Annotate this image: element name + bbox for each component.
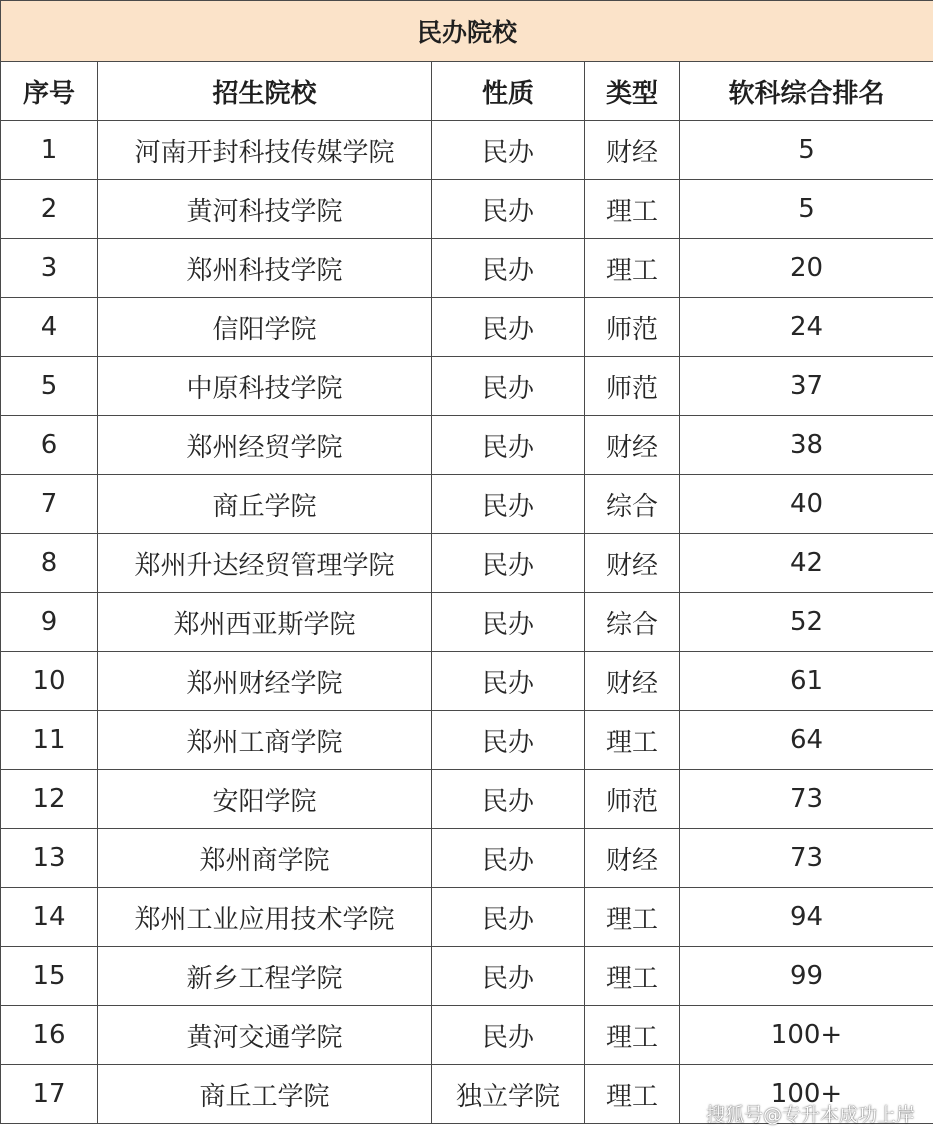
header-type: 类型 <box>585 62 680 121</box>
table-row <box>1 121 933 180</box>
cell-school: 郑州工业应用技术学院 <box>98 888 432 947</box>
cell-school: 郑州财经学院 <box>98 652 432 711</box>
table-row <box>1 180 933 239</box>
cell-rank: 24 <box>680 298 933 357</box>
table-row <box>1 593 933 652</box>
table-row <box>1 475 933 534</box>
table-row <box>1 239 933 298</box>
cell-type: 综合 <box>585 593 680 652</box>
table-body <box>1 121 933 1124</box>
cell-rank: 100+ <box>680 1065 933 1124</box>
table-header-row <box>1 62 933 121</box>
cell-rank: 42 <box>680 534 933 593</box>
cell-rank: 20 <box>680 239 933 298</box>
cell-school: 黄河交通学院 <box>98 1006 432 1065</box>
cell-rank: 73 <box>680 829 933 888</box>
cell-nature: 民办 <box>432 770 585 829</box>
cell-rank: 61 <box>680 652 933 711</box>
table-row <box>1 711 933 770</box>
table-row <box>1 947 933 1006</box>
cell-type: 理工 <box>585 180 680 239</box>
cell-school: 商丘学院 <box>98 475 432 534</box>
cell-school: 郑州经贸学院 <box>98 416 432 475</box>
cell-rank: 99 <box>680 947 933 1006</box>
cell-nature: 民办 <box>432 711 585 770</box>
table-row <box>1 1006 933 1065</box>
cell-school: 商丘工学院 <box>98 1065 432 1124</box>
cell-rank: 52 <box>680 593 933 652</box>
cell-index: 16 <box>1 1006 98 1065</box>
cell-index: 11 <box>1 711 98 770</box>
cell-nature: 民办 <box>432 829 585 888</box>
header-rank: 软科综合排名 <box>680 62 933 121</box>
cell-nature: 民办 <box>432 475 585 534</box>
header-index: 序号 <box>1 62 98 121</box>
cell-nature: 民办 <box>432 1006 585 1065</box>
cell-type: 综合 <box>585 475 680 534</box>
cell-index: 7 <box>1 475 98 534</box>
cell-index: 12 <box>1 770 98 829</box>
cell-index: 3 <box>1 239 98 298</box>
cell-type: 师范 <box>585 298 680 357</box>
cell-type: 理工 <box>585 1065 680 1124</box>
cell-index: 14 <box>1 888 98 947</box>
table-row <box>1 888 933 947</box>
cell-nature: 民办 <box>432 298 585 357</box>
cell-rank: 94 <box>680 888 933 947</box>
cell-rank: 73 <box>680 770 933 829</box>
table-row <box>1 770 933 829</box>
cell-school: 郑州科技学院 <box>98 239 432 298</box>
cell-type: 理工 <box>585 711 680 770</box>
table-row <box>1 829 933 888</box>
cell-rank: 5 <box>680 121 933 180</box>
cell-index: 2 <box>1 180 98 239</box>
table-row <box>1 298 933 357</box>
cell-type: 理工 <box>585 239 680 298</box>
cell-index: 17 <box>1 1065 98 1124</box>
cell-type: 理工 <box>585 1006 680 1065</box>
cell-school: 新乡工程学院 <box>98 947 432 1006</box>
cell-type: 财经 <box>585 534 680 593</box>
cell-school: 中原科技学院 <box>98 357 432 416</box>
cell-type: 财经 <box>585 829 680 888</box>
cell-nature: 民办 <box>432 534 585 593</box>
table-row <box>1 416 933 475</box>
cell-type: 师范 <box>585 357 680 416</box>
cell-index: 8 <box>1 534 98 593</box>
watermark-text: 搜狐号@专升本成功上岸 <box>705 1104 915 1126</box>
cell-nature: 民办 <box>432 121 585 180</box>
cell-index: 4 <box>1 298 98 357</box>
cell-nature: 民办 <box>432 947 585 1006</box>
cell-type: 财经 <box>585 121 680 180</box>
cell-school: 郑州工商学院 <box>98 711 432 770</box>
cell-index: 10 <box>1 652 98 711</box>
header-nature: 性质 <box>432 62 585 121</box>
cell-nature: 民办 <box>432 357 585 416</box>
cell-index: 5 <box>1 357 98 416</box>
cell-school: 黄河科技学院 <box>98 180 432 239</box>
cell-rank: 37 <box>680 357 933 416</box>
cell-nature: 民办 <box>432 652 585 711</box>
cell-type: 财经 <box>585 652 680 711</box>
cell-nature: 民办 <box>432 239 585 298</box>
cell-type: 理工 <box>585 947 680 1006</box>
cell-rank: 100+ <box>680 1006 933 1065</box>
cell-type: 理工 <box>585 888 680 947</box>
table-title: 民办院校 <box>1 1 933 62</box>
table-title-row <box>1 1 933 62</box>
table-row <box>1 357 933 416</box>
cell-nature: 民办 <box>432 593 585 652</box>
cell-school: 郑州商学院 <box>98 829 432 888</box>
cell-nature: 民办 <box>432 180 585 239</box>
cell-rank: 5 <box>680 180 933 239</box>
cell-index: 9 <box>1 593 98 652</box>
cell-index: 1 <box>1 121 98 180</box>
cell-nature: 民办 <box>432 888 585 947</box>
cell-index: 15 <box>1 947 98 1006</box>
cell-school: 安阳学院 <box>98 770 432 829</box>
cell-rank: 64 <box>680 711 933 770</box>
table-row <box>1 652 933 711</box>
cell-nature: 民办 <box>432 416 585 475</box>
cell-type: 财经 <box>585 416 680 475</box>
cell-school: 郑州升达经贸管理学院 <box>98 534 432 593</box>
cell-school: 郑州西亚斯学院 <box>98 593 432 652</box>
header-school: 招生院校 <box>98 62 432 121</box>
cell-rank: 40 <box>680 475 933 534</box>
cell-index: 13 <box>1 829 98 888</box>
table-row <box>1 534 933 593</box>
cell-type: 师范 <box>585 770 680 829</box>
cell-index: 6 <box>1 416 98 475</box>
cell-school: 信阳学院 <box>98 298 432 357</box>
cell-rank: 38 <box>680 416 933 475</box>
cell-school: 河南开封科技传媒学院 <box>98 121 432 180</box>
cell-nature: 独立学院 <box>432 1065 585 1124</box>
